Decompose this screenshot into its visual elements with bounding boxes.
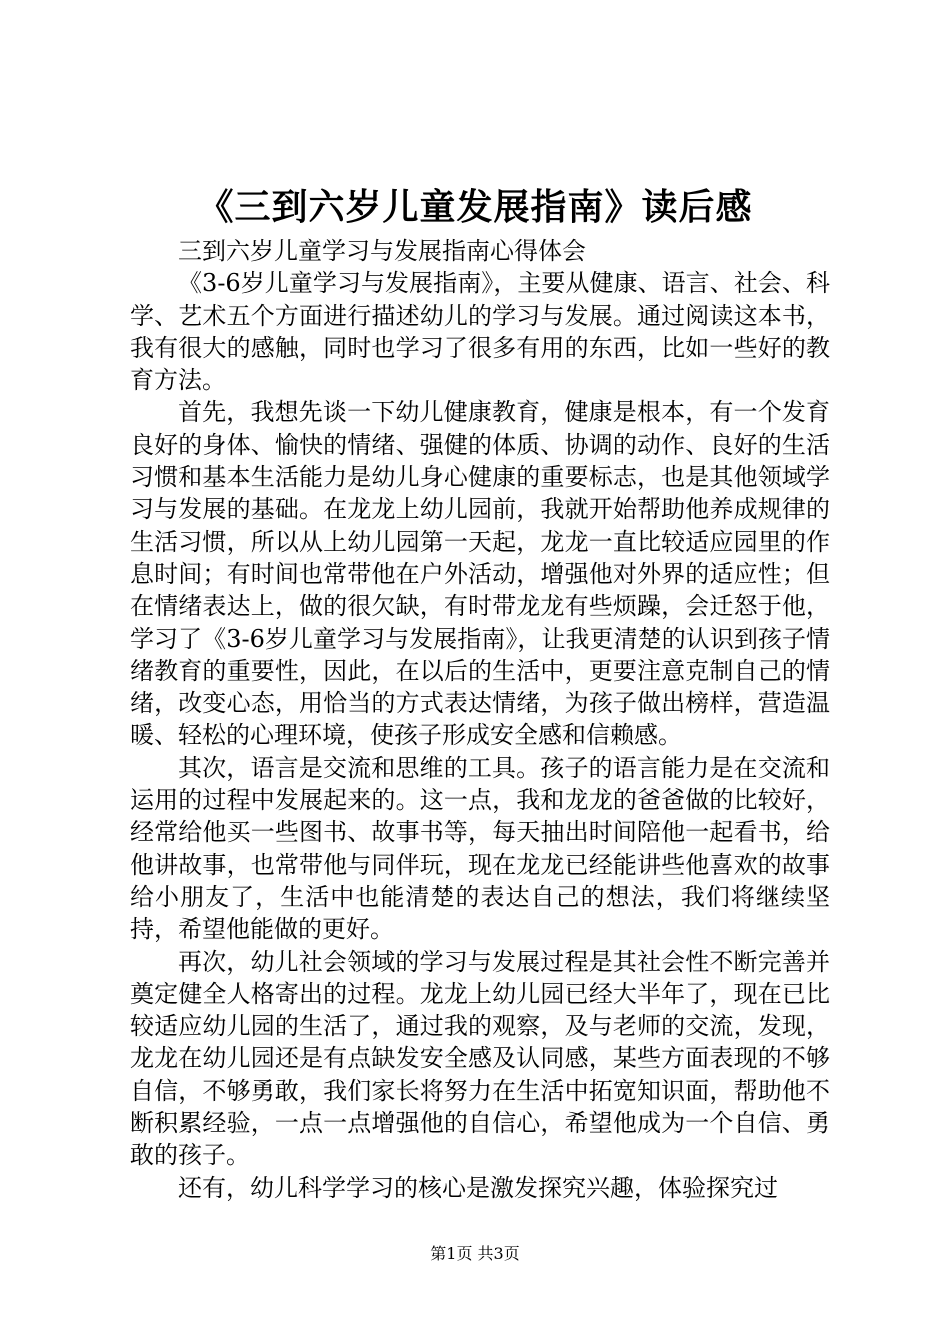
body-paragraph: 还有，幼儿科学学习的核心是激发探究兴趣，体验探究过 (178, 1173, 778, 1202)
body-paragraph: 其次，语言是交流和思维的工具。孩子的语言能力是在交流和运用的过程中发展起来的。这一点，我和龙龙的爸爸做的比较好，经常给他买一些图书、故事书等，每天抽出时间陪他一起看书，给他讲故事，也常带他与同伴玩，现在龙龙已经能讲些他喜欢的故事给小朋友了，生活中也能清楚的表达自己的想法，我们将继续坚持，希望他能做的更好。 (130, 753, 830, 944)
body-paragraph: 再次，幼儿社会领域的学习与发展过程是其社会性不断完善并奠定健全人格寄出的过程。龙龙上幼儿园已经大半年了，现在已比较适应幼儿园的生活了，通过我的观察，及与老师的交流，发现，龙龙在幼儿园还是有点缺发安全感及认同感，某些方面表现的不够自信，不够勇敢，我们家长将努力在生活中拓宽知识面，帮助他不断积累经验，一点一点增强他的自信心，希望他成为一个自信、勇敢的孩子。 (130, 947, 830, 1170)
document-title: 《三到六岁儿童发展指南》读后感 (197, 186, 753, 228)
body-paragraph: 《3-6岁儿童学习与发展指南》，主要从健康、语言、社会、科学、艺术五个方面进行描述幼儿的学习与发展。通过阅读这本书，我有很大的感触，同时也学习了很多有用的东西，比如一些好的教育方法。 (130, 269, 830, 395)
subtitle-paragraph: 三到六岁儿童学习与发展指南心得体会 (178, 237, 586, 265)
document-body (130, 235, 830, 1204)
page-number-footer: 第1页 共3页 (430, 1244, 520, 1263)
body-paragraph: 首先，我想先谈一下幼儿健康教育，健康是根本，有一个发育良好的身体、愉快的情绪、强健的体质、协调的动作、良好的生活习惯和基本生活能力是幼儿身心健康的重要标志，也是其他领域学习与发展的基础。在龙龙上幼儿园前，我就开始帮助他养成规律的生活习惯，所以从上幼儿园第一天起，龙龙一直比较适应园里的作息时间；有时间也常带他在户外活动，增强他对外界的适应性；但在情绪表达上，做的很欠缺，有时带龙龙有些烦躁，会迁怒于他，学习了《3-6岁儿童学习与发展指南》，让我更清楚的认识到孩子情绪教育的重要性，因此，在以后的生活中，更要注意克制自己的情绪，改变心态，用恰当的方式表达情绪，为孩子做出榜样，营造温暖、轻松的心理环境，使孩子形成安全感和信赖感。 (130, 398, 830, 750)
